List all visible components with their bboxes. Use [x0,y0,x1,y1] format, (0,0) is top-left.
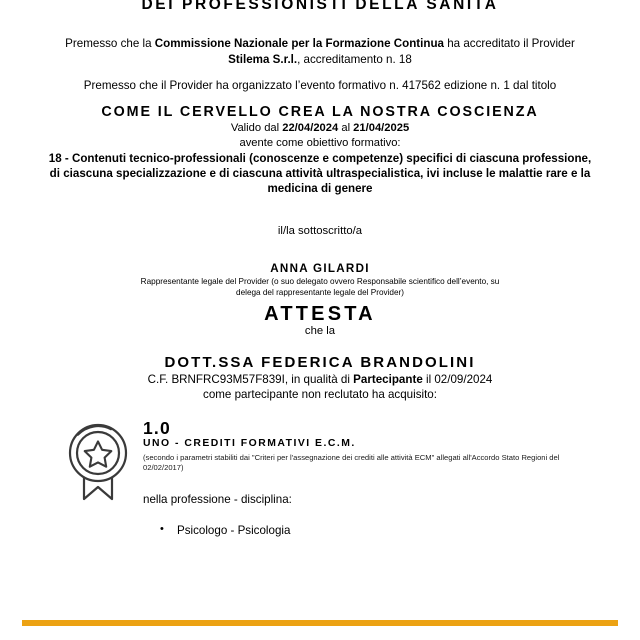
validity-to-date: 21/04/2025 [353,122,410,134]
preamble-block-1 [0,36,640,68]
document-title: DEI PROFESSIONISTI DELLA SANITA [141,0,499,13]
objective-lead: avente come obiettivo formativo: [239,137,401,149]
profession-list [143,507,640,538]
signer-role: Rappresentante legale del Provider (o suo delegato ovvero Responsabile scientifico dell’evento, su delega del rappresentante legale del Provider) [140,277,500,297]
bottom-accent-bar [22,620,618,626]
validity-prefix: Valido dal [230,122,283,134]
preamble-line-2 [62,52,578,68]
participant-role: Partecipante [353,373,423,386]
event-block [0,103,640,196]
event-title: COME IL CERVELLO CREA LA NOSTRA COSCIENZA [101,104,539,120]
credits-number: 1.0 [143,418,171,438]
preamble-line-1-suffix: ha accreditato il Provider [444,37,575,50]
fiscal-code-prefix: C.F. BRNFRC93M57F839I, in qualità di [147,373,354,386]
credits-block [0,418,640,538]
preamble-block-2 [0,78,640,94]
participant-block [0,354,640,402]
participation-date: il 02/09/2024 [422,373,493,386]
attesta-subheading: che la [304,325,336,337]
participant-fiscal-code-line [0,372,640,387]
credits-label: UNO - CREDITI FORMATIVI E.C.M. [143,438,356,449]
signer-name: ANNA GILARDI [270,262,370,275]
medal-star-icon [62,418,140,508]
provider-accreditation: , accreditamento n. 18 [297,53,412,66]
profession-lead: nella professione - disciplina: [143,493,292,506]
attestation-block [0,303,640,338]
objective-text: 18 - Contenuti tecnico-professionali (conoscenze e competenze) specifici di ciascuna professione, di ciascuna specializzazione e di ciascuna attività ultraspecialistica, ivi incluse le malattie rare e la medicina di genere [48,152,592,195]
undersigned-label: il/la sottoscritto/a [277,225,363,237]
participant-name: DOTT.SSA FEDERICA BRANDOLINI [164,354,476,371]
attesta-heading: ATTESTA [264,303,376,325]
event-reference-line: Premesso che il Provider ha organizzato l’evento formativo n. 417562 edizione n. 1 dal titolo [83,79,557,92]
preamble-line-1 [62,36,578,52]
preamble-line-1-prefix: Premesso che la [65,37,155,50]
event-validity [0,121,640,135]
commissione-nazionale-name: Commissione Nazionale per la Formazione Continua [154,37,444,50]
acquired-line: come partecipante non reclutato ha acquisito: [203,388,437,401]
validity-middle: al [338,122,354,134]
medal-star-icon-svg [62,421,134,503]
credits-note: (secondo i parametri stabiliti dai "Criteri per l'assegnazione dei crediti alle attività ECM" allegati all'Accordo Stato Regioni del 02/02/2017) [143,453,560,472]
list-item: • Psicologo - Psicologia [160,523,640,538]
signer-block [0,224,640,298]
validity-from-date: 22/04/2024 [282,122,339,134]
credits-text-block [140,418,640,538]
provider-name: Stilema S.r.l. [228,53,298,66]
